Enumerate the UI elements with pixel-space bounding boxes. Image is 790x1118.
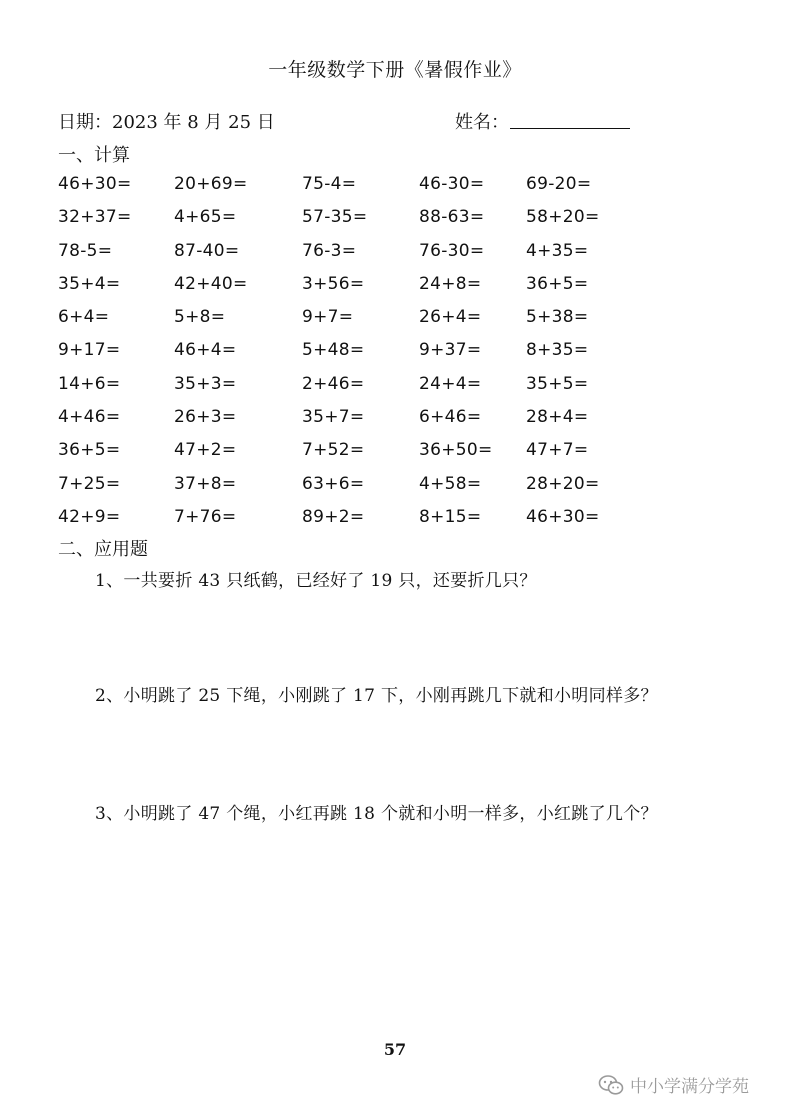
calc-expression: 5+8=	[174, 307, 226, 328]
calc-row	[58, 338, 678, 371]
calc-expression: 87-40=	[174, 240, 240, 261]
calc-expression: 6+4=	[58, 307, 110, 328]
calc-expression: 2+46=	[302, 373, 365, 394]
calc-row	[58, 505, 678, 538]
calc-row	[58, 272, 678, 305]
calc-row	[58, 239, 678, 272]
section-heading-word-problems: 二、应用题	[58, 539, 148, 560]
calc-row	[58, 438, 678, 471]
calc-expression: 76-30=	[419, 240, 485, 261]
calc-expression: 36+5=	[526, 273, 589, 294]
calc-expression: 35+3=	[174, 373, 237, 394]
calc-expression: 7+52=	[302, 440, 365, 461]
calc-expression: 35+4=	[58, 273, 121, 294]
calc-expression: 35+7=	[302, 407, 365, 428]
calc-expression: 9+37=	[419, 340, 482, 361]
calc-row	[58, 172, 678, 205]
calc-row	[58, 305, 678, 338]
calc-expression: 24+8=	[419, 273, 482, 294]
calc-expression: 37+8=	[174, 473, 237, 494]
calc-expression: 58+20=	[526, 207, 600, 228]
word-problem-2: 2、小明跳了 25 下绳，小刚跳了 17 下，小刚再跳几下就和小明同样多？	[95, 686, 658, 706]
calc-expression: 35+5=	[526, 373, 589, 394]
calc-expression: 8+35=	[526, 340, 589, 361]
name-label: 姓名：	[455, 112, 509, 133]
name-blank-line	[510, 128, 630, 129]
calc-expression: 3+56=	[302, 273, 365, 294]
wechat-icon	[598, 1074, 624, 1096]
calc-expression: 46+30=	[58, 174, 132, 194]
watermark	[598, 1072, 749, 1097]
calculation-grid	[58, 172, 678, 538]
calc-expression: 5+38=	[526, 307, 589, 328]
calc-expression: 4+65=	[174, 207, 237, 228]
calc-expression: 75-4=	[302, 174, 357, 194]
word-problem-1: 1、一共要折 43 只纸鹤，已经好了 19 只，还要折几只？	[95, 571, 537, 591]
date-line: 日期：2023 年 8 月 25 日	[58, 112, 275, 133]
calc-expression: 47+2=	[174, 440, 237, 461]
calc-expression: 4+46=	[58, 407, 121, 428]
calc-expression: 8+15=	[419, 506, 482, 527]
section-heading-calculation: 一、计算	[58, 145, 130, 166]
calc-row	[58, 372, 678, 405]
calc-expression: 26+3=	[174, 407, 237, 428]
calc-expression: 14+6=	[58, 373, 121, 394]
page-number: 57	[383, 1040, 407, 1059]
calc-expression: 69-20=	[526, 174, 592, 194]
calc-expression: 9+17=	[58, 340, 121, 361]
calc-expression: 46-30=	[419, 174, 485, 194]
watermark-text: 中小学满分学苑	[630, 1077, 749, 1097]
calc-expression: 4+58=	[419, 473, 482, 494]
calc-row	[58, 405, 678, 438]
calc-expression: 36+5=	[58, 440, 121, 461]
calc-expression: 28+4=	[526, 407, 589, 428]
calc-expression: 46+30=	[526, 506, 600, 527]
calc-expression: 78-5=	[58, 240, 113, 261]
calc-expression: 7+25=	[58, 473, 121, 494]
calc-expression: 32+37=	[58, 207, 132, 228]
calc-expression: 46+4=	[174, 340, 237, 361]
calc-expression: 9+7=	[302, 307, 354, 328]
calc-expression: 57-35=	[302, 207, 368, 228]
calc-expression: 36+50=	[419, 440, 493, 461]
calc-expression: 42+9=	[58, 506, 121, 527]
calc-expression: 28+20=	[526, 473, 600, 494]
calc-expression: 88-63=	[419, 207, 485, 228]
calc-expression: 63+6=	[302, 473, 365, 494]
calc-expression: 20+69=	[174, 174, 248, 194]
calc-expression: 24+4=	[419, 373, 482, 394]
calc-expression: 76-3=	[302, 240, 357, 261]
page-title: 一年级数学下册《暑假作业》	[268, 59, 522, 81]
calc-expression: 89+2=	[302, 506, 365, 527]
calc-row	[58, 205, 678, 238]
calc-expression: 4+35=	[526, 240, 589, 261]
calc-expression: 6+46=	[419, 407, 482, 428]
calc-expression: 47+7=	[526, 440, 589, 461]
calc-expression: 5+48=	[302, 340, 365, 361]
calc-expression: 26+4=	[419, 307, 482, 328]
calc-expression: 42+40=	[174, 273, 248, 294]
calc-row	[58, 472, 678, 505]
calc-expression: 7+76=	[174, 506, 237, 527]
word-problem-3: 3、小明跳了 47 个绳，小红再跳 18 个就和小明一样多，小红跳了几个？	[95, 804, 658, 824]
